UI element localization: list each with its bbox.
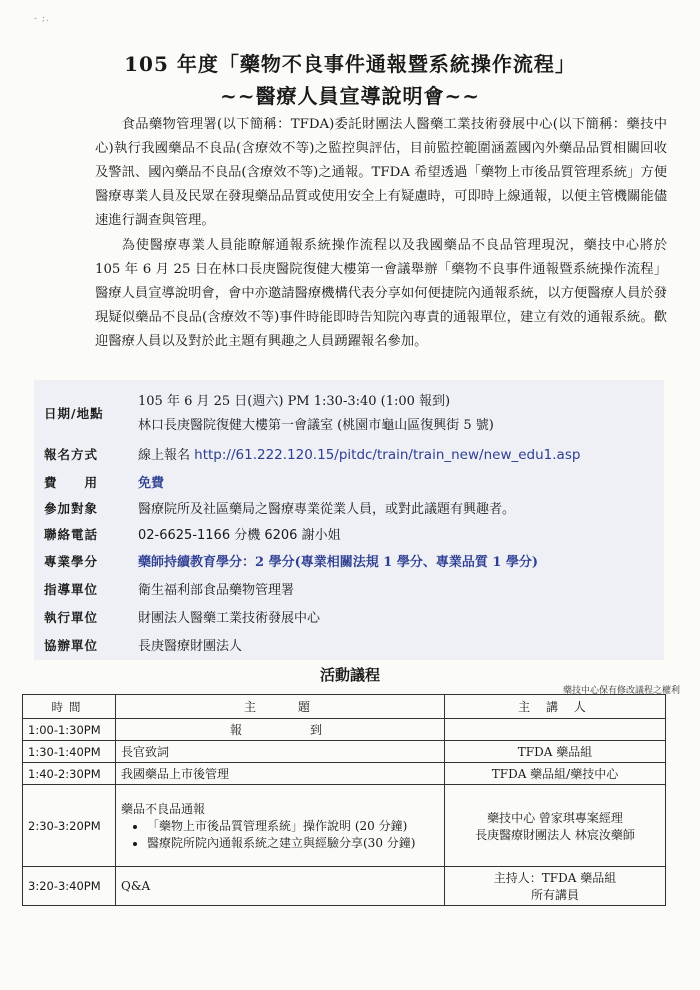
credit-label: 專業學分 bbox=[44, 554, 99, 569]
speaker-line-1: 藥技中心 曾家琪專案經理 bbox=[487, 810, 623, 825]
intro-paragraph-2: 為使醫療專業人員能瞭解通報系統操作流程以及我國藥品不良品管理現況，藥技中心將於 105 年 6 月 25 日在林口長庚醫院復健大樓第一會議舉辦「藥物不良事件通報暨系統操作流程」醫療人員宣導說明會，會中亦邀請醫療機構代表分享如何便捷院內通報系統，以方便醫療人員於發現疑似藥品不良品(含療效不等)事件時能即時告知院內專責的通報單位，建立有效的通報系統。歡迎醫療人員以及對於此主題有興趣之人員踴躍報名參加。 bbox=[95, 238, 667, 349]
register-value bbox=[138, 444, 580, 463]
agenda-copyright-note: 藥技中心保有修改議程之權利 bbox=[562, 686, 680, 696]
list-item: • 「藥物上市後品質管理系統」操作說明 (20 分鐘) bbox=[147, 817, 439, 834]
speaker-line-1: 主持人：TFDA 藥品組 bbox=[493, 871, 617, 885]
list-item: • 醫療院所院內通報系統之建立與經驗分享(30 分鐘) bbox=[147, 834, 439, 851]
row-topic bbox=[116, 785, 445, 867]
row-speaker bbox=[445, 719, 666, 741]
row-topic-heading: 藥品不良品通報 bbox=[121, 802, 206, 816]
row-speaker bbox=[445, 867, 666, 906]
table-row bbox=[23, 763, 666, 785]
exec-value: 財團法人醫藥工業技術發展中心 bbox=[138, 611, 321, 626]
audience-label: 參加對象 bbox=[44, 501, 99, 516]
speaker-line-2: 長庚醫療財團法人 林宸汝藥師 bbox=[475, 827, 635, 842]
row-speaker: TFDA 藥品組/藥技中心 bbox=[445, 763, 666, 785]
agenda-header-row bbox=[23, 695, 666, 719]
row-time: 1:00-1:30PM bbox=[23, 719, 116, 741]
row-speaker bbox=[445, 785, 666, 867]
table-row bbox=[23, 741, 666, 763]
exec-label: 執行單位 bbox=[44, 610, 99, 625]
topic-bullet-list bbox=[121, 817, 439, 851]
co-label: 協辦單位 bbox=[44, 638, 99, 653]
row-time: 2:30-3:20PM bbox=[23, 785, 116, 867]
phone-value: 02-6625-1166 分機 6206 謝小姐 bbox=[138, 528, 341, 543]
row-topic: 報 到 bbox=[116, 719, 445, 741]
page-title: 105 年度「藥物不良事件通報暨系統操作流程」 bbox=[124, 52, 576, 76]
guide-value: 衛生福利部食品藥物管理署 bbox=[138, 583, 295, 598]
row-topic: 長官致詞 bbox=[116, 741, 445, 763]
place-value: 林口長庚醫院復健大樓第一會議室 (桃園市龜山區復興街 5 號) bbox=[138, 418, 494, 433]
agenda-table bbox=[22, 694, 666, 906]
guide-label: 指導單位 bbox=[44, 582, 99, 597]
audience-value: 醫療院所及社區藥局之醫療專業從業人員，或對此議題有興趣者。 bbox=[138, 502, 516, 517]
table-row bbox=[23, 785, 666, 867]
row-time: 3:20-3:40PM bbox=[23, 867, 116, 906]
speaker-line-2: 所有講員 bbox=[530, 888, 579, 902]
table-row bbox=[23, 719, 666, 741]
row-topic: Q&A bbox=[116, 867, 445, 906]
header-time: 時間 bbox=[23, 695, 116, 719]
register-prefix: 線上報名 bbox=[138, 448, 191, 463]
fee-label: 費 用 bbox=[44, 475, 99, 490]
fee-value: 免費 bbox=[138, 476, 165, 491]
intro-paragraph-1: 食品藥物管理署(以下簡稱：TFDA)委託財團法人醫藥工業技術發展中心(以下簡稱：藥技中心)執行我國藥品不良品(含療效不等)之監控與評估，目前監控範圍涵蓋國內外藥品品質相關回收及警訊、國內藥品不良品(含療效不等)之通報。TFDA 希望透過「藥物上市後品質管理系統」方便醫療專業人員及民眾在發現藥品品質或使用安全上有疑慮時，可即時上線通報，以便主管機關能儘速進行調查與管理。 bbox=[95, 117, 667, 228]
co-value: 長庚醫療財團法人 bbox=[138, 639, 243, 654]
agenda-title: 活動議程 bbox=[319, 666, 380, 684]
row-time: 1:40-2:30PM bbox=[23, 763, 116, 785]
row-speaker: TFDA 藥品組 bbox=[445, 741, 666, 763]
credit-value: 藥師持續教育學分：2 學分(專業相關法規 1 學分、專業品質 1 學分) bbox=[138, 555, 539, 570]
page-subtitle: ~~醫療人員宣導說明會~~ bbox=[219, 84, 481, 108]
date-label: 日期/地點 bbox=[44, 406, 104, 421]
header-topic: 主 題 bbox=[116, 695, 445, 719]
phone-label: 聯絡電話 bbox=[44, 527, 99, 542]
header-speaker: 主 講 人 bbox=[445, 695, 666, 719]
date-value: 105 年 6 月 25 日(週六) PM 1:30-3:40 (1:00 報到) bbox=[138, 394, 451, 409]
register-link[interactable]: http://61.222.120.15/pitdc/train/train_new/new_edu1.asp bbox=[194, 447, 581, 463]
table-row bbox=[23, 867, 666, 906]
corner-mark: - ;. bbox=[34, 14, 50, 24]
row-time: 1:30-1:40PM bbox=[23, 741, 116, 763]
row-topic: 我國藥品上市後管理 bbox=[116, 763, 445, 785]
register-label: 報名方式 bbox=[44, 447, 99, 462]
